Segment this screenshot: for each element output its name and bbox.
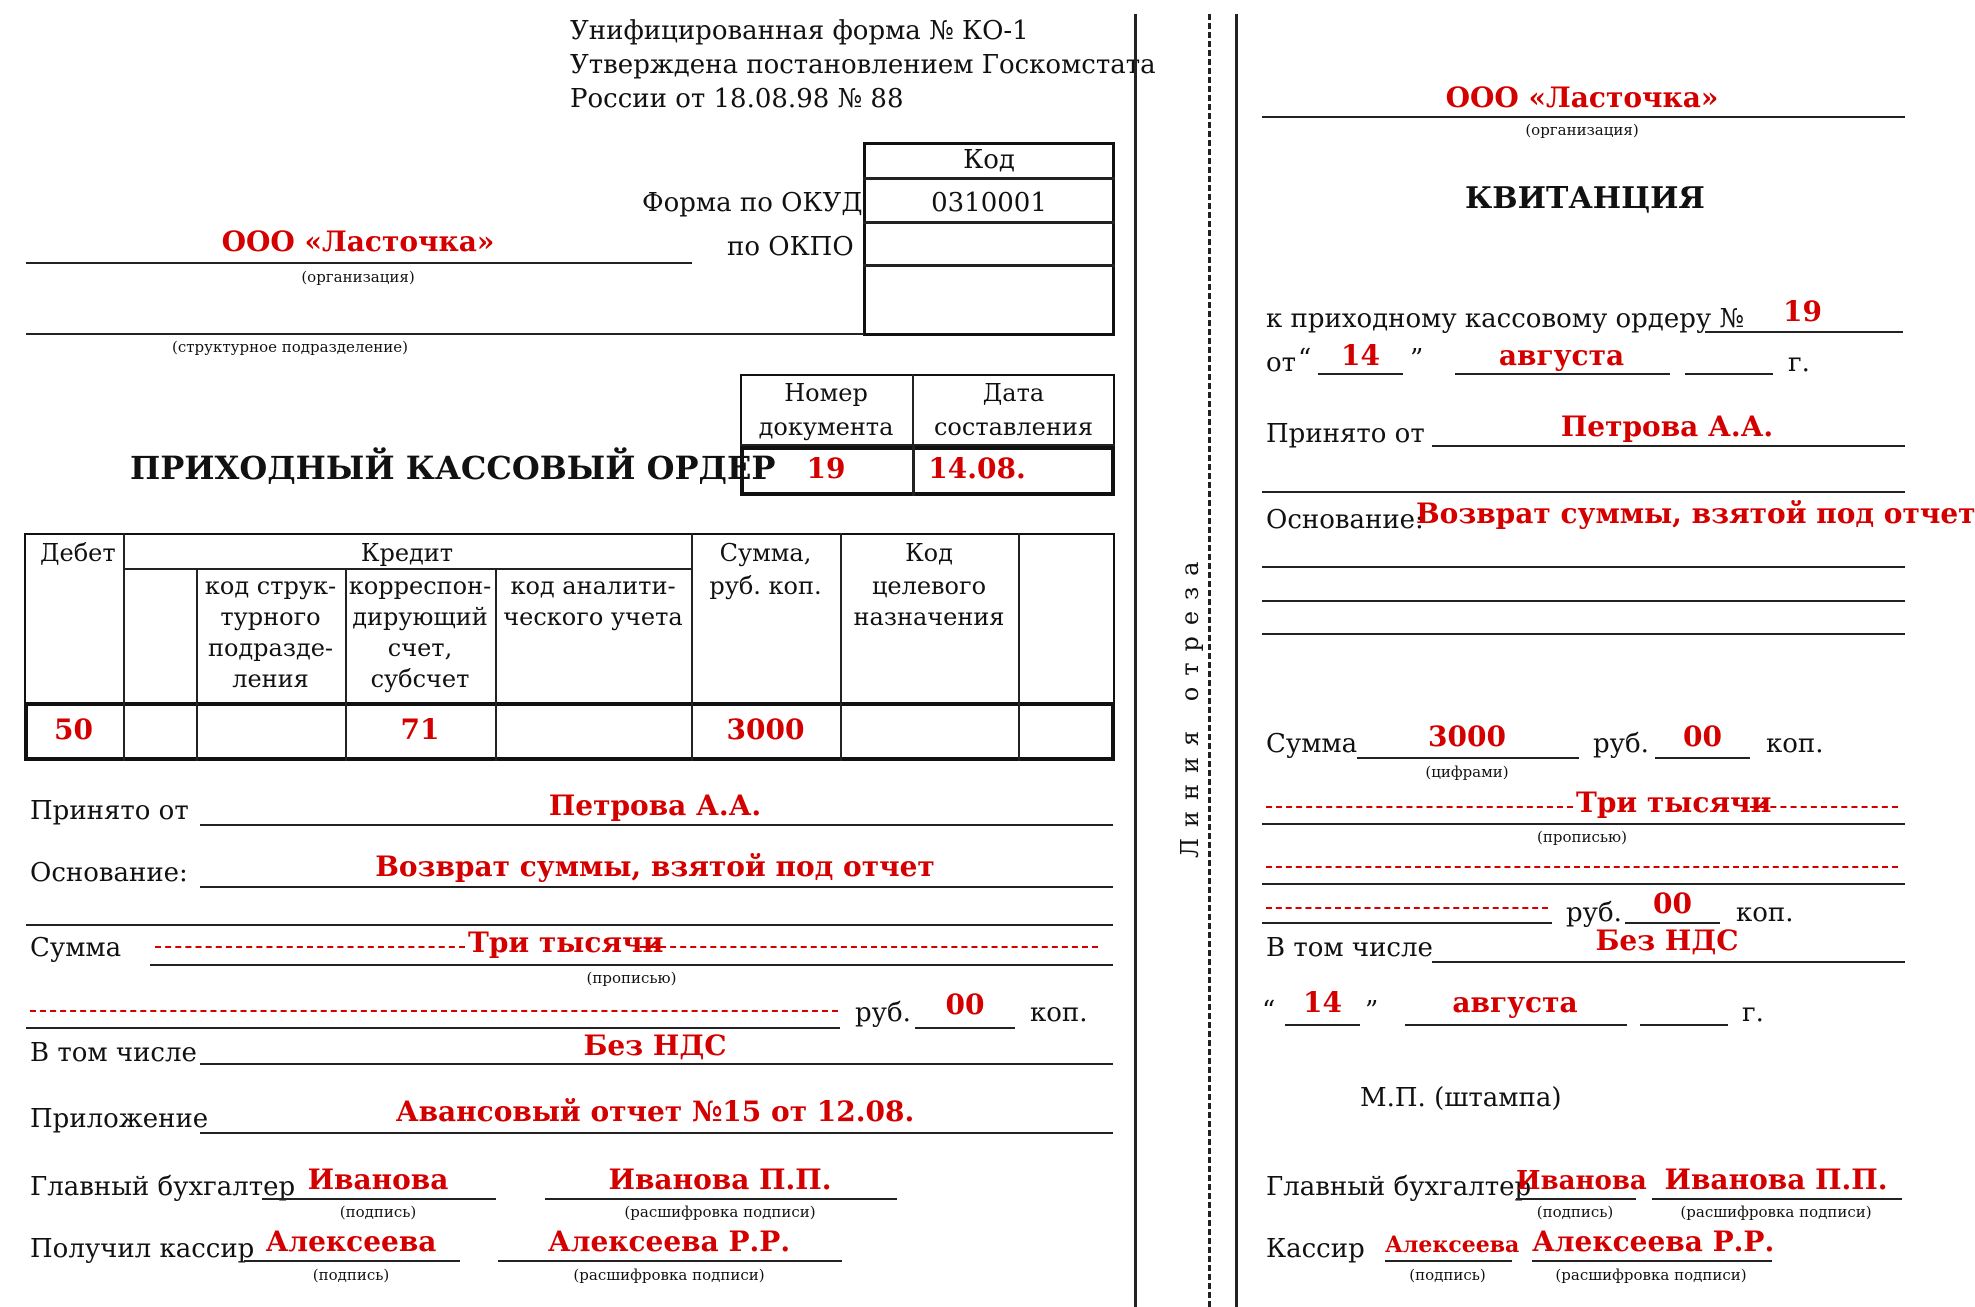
right-vtom-value: Без НДС (1595, 924, 1739, 957)
doc-date-header-2: составления (933, 413, 1093, 441)
left-glav-label: Главный бухгалтер (30, 1172, 296, 1202)
cut-line-label: Линия отреза (1176, 550, 1204, 858)
doc-num-header-1: Номер (784, 379, 868, 407)
right-glav-sign: Иванова (1516, 1166, 1647, 1196)
right-prinyato-value: Петрова А.А. (1560, 410, 1774, 443)
right-kassir-sign: Алексеева (1385, 1232, 1520, 1258)
right-summa-words: Три тысячи (1576, 786, 1772, 819)
th-kod-cel-3: назначения (853, 603, 1005, 631)
right-day: 14 (1341, 339, 1380, 372)
doc-num-value: 19 (806, 452, 846, 485)
right-q-open: “ (1298, 344, 1312, 374)
right-org-caption: (организация) (1525, 121, 1639, 139)
doc-date-header-1: Дата (982, 379, 1045, 407)
right-rub-label: руб. (1593, 729, 1649, 759)
right-propisyu-caption: (прописью) (1537, 828, 1627, 846)
td-corr: 71 (400, 713, 440, 746)
th-corr-4: субсчет (370, 665, 470, 693)
right-kop2-label: коп. (1736, 898, 1794, 928)
left-vtom-label: В том числе (30, 1038, 197, 1068)
form-header-line3: России от 18.08.98 № 88 (570, 84, 904, 114)
right-summa-value: 3000 (1428, 720, 1506, 753)
left-kop-label: коп. (1030, 998, 1088, 1028)
left-kassir-decode-caption: (расшифровка подписи) (573, 1266, 765, 1284)
form-header-line2: Утверждена постановлением Госкомстата (570, 50, 1156, 80)
left-glav-decode: Иванова П.П. (608, 1163, 832, 1196)
doc-date-value: 14.08. (928, 452, 1026, 485)
th-analit-1: код аналити- (510, 572, 676, 600)
td-debet: 50 (54, 713, 93, 746)
right-kassir-label: Кассир (1266, 1234, 1365, 1264)
right-osnovanie-value: Возврат суммы, взятой под отчет (1416, 497, 1975, 530)
td-summa: 3000 (726, 713, 805, 746)
right-glav-label: Главный бухгалтер (1266, 1172, 1532, 1202)
right-title: КВИТАНЦИЯ (1465, 181, 1705, 216)
right-glav-podpis-caption: (подпись) (1536, 1203, 1614, 1221)
th-kod-struct-1: код струк- (204, 572, 337, 600)
th-kod-struct-2: турного (220, 603, 321, 631)
left-summa-label: Сумма (30, 933, 122, 963)
right-mp: М.П. (штампа) (1360, 1083, 1562, 1113)
left-glav-decode-caption: (расшифровка подписи) (624, 1203, 816, 1221)
right-kassir-decode: Алексеева Р.Р. (1532, 1225, 1775, 1258)
left-osnovanie-label: Основание: (30, 858, 188, 888)
left-prilozhenie-label: Приложение (30, 1104, 209, 1134)
right-kop-label: коп. (1766, 729, 1824, 759)
right-kop2-value: 00 (1653, 887, 1692, 920)
th-debet: Дебет (40, 539, 116, 567)
left-glav-podpis-caption: (подпись) (339, 1203, 417, 1221)
right-summa-label: Сумма (1266, 729, 1358, 759)
th-corr-2: дирующий (352, 603, 488, 631)
right-rub2-label: руб. (1566, 898, 1622, 928)
right-kassir-podpis-caption: (подпись) (1409, 1266, 1486, 1284)
left-title: ПРИХОДНЫЙ КАССОВЫЙ ОРДЕР (130, 449, 776, 487)
left-border-line (1134, 14, 1137, 1307)
th-kod-struct-4: ления (232, 665, 309, 693)
left-kop-value: 00 (945, 988, 985, 1021)
right-month: августа (1498, 339, 1625, 372)
right-q2-open: “ (1262, 996, 1276, 1026)
kod-label: Код (963, 145, 1015, 175)
th-summa-1: Сумма, (719, 539, 812, 567)
th-analit-2: ческого учета (503, 603, 683, 631)
left-org-name: ООО «Ласточка» (221, 225, 495, 258)
right-order-label: к приходному кассовому ордеру № (1266, 304, 1745, 334)
right-glav-decode: Иванова П.П. (1664, 1163, 1888, 1196)
okpo-label: по ОКПО (727, 232, 854, 262)
left-org-caption: (организация) (301, 268, 415, 286)
th-kod-cel-2: целевого (871, 572, 987, 600)
left-osnovanie-value: Возврат суммы, взятой под отчет (375, 850, 935, 883)
left-glav-sign: Иванова (307, 1163, 449, 1196)
th-kod-struct-3: подразде- (207, 634, 334, 662)
right-year-label: г. (1788, 348, 1810, 378)
right-kop-value: 00 (1683, 720, 1722, 753)
right-vtom-label: В том числе (1266, 933, 1433, 963)
left-prilozhenie-value: Авансовый отчет №15 от 12.08. (395, 1095, 915, 1128)
left-kassir-label: Получил кассир (30, 1234, 255, 1264)
right-ciframi-caption: (цифрами) (1425, 763, 1509, 781)
th-corr-1: корреспон- (348, 572, 492, 600)
right-osnovanie-label: Основание: (1266, 505, 1424, 535)
left-prinyato-label: Принято от (30, 796, 189, 826)
left-propisyu-caption: (прописью) (586, 969, 677, 987)
right-ot-label: от (1266, 348, 1297, 378)
right-glav-decode-caption: (расшифровка подписи) (1680, 1203, 1872, 1221)
doc-num-header-2: документа (758, 413, 894, 441)
left-summa-words: Три тысячи (468, 926, 664, 959)
left-dept-caption: (структурное подразделение) (172, 338, 408, 356)
left-rub-label: руб. (855, 998, 911, 1028)
right-prinyato-label: Принято от (1266, 419, 1425, 449)
th-kredit: Кредит (360, 539, 454, 567)
left-vtom-value: Без НДС (583, 1029, 727, 1062)
form-header-line1: Унифицированная форма № КО-1 (570, 16, 1029, 46)
right-day2: 14 (1303, 986, 1342, 1019)
okud-value: 0310001 (931, 188, 1047, 218)
right-q2-close: ” (1365, 996, 1379, 1026)
left-kassir-sign: Алексеева (265, 1225, 437, 1258)
right-order-num: 19 (1783, 295, 1822, 328)
th-summa-2: руб. коп. (709, 572, 822, 600)
left-kassir-decode: Алексеева Р.Р. (547, 1225, 791, 1258)
okud-label: Форма по ОКУД (642, 188, 863, 218)
right-org-name: ООО «Ласточка» (1445, 81, 1719, 114)
right-q-close: ” (1410, 344, 1424, 374)
left-kassir-podpis-caption: (подпись) (312, 1266, 390, 1284)
right-kassir-decode-caption: (расшифровка подписи) (1555, 1266, 1747, 1284)
right-year2-label: г. (1742, 998, 1764, 1028)
th-corr-3: счет, (387, 634, 453, 662)
right-border-line (1235, 14, 1238, 1307)
right-month2: августа (1452, 986, 1578, 1019)
cut-dashed-line (1208, 14, 1211, 1307)
th-kod-cel-1: Код (905, 539, 953, 567)
left-prinyato-value: Петрова А.А. (548, 789, 762, 822)
